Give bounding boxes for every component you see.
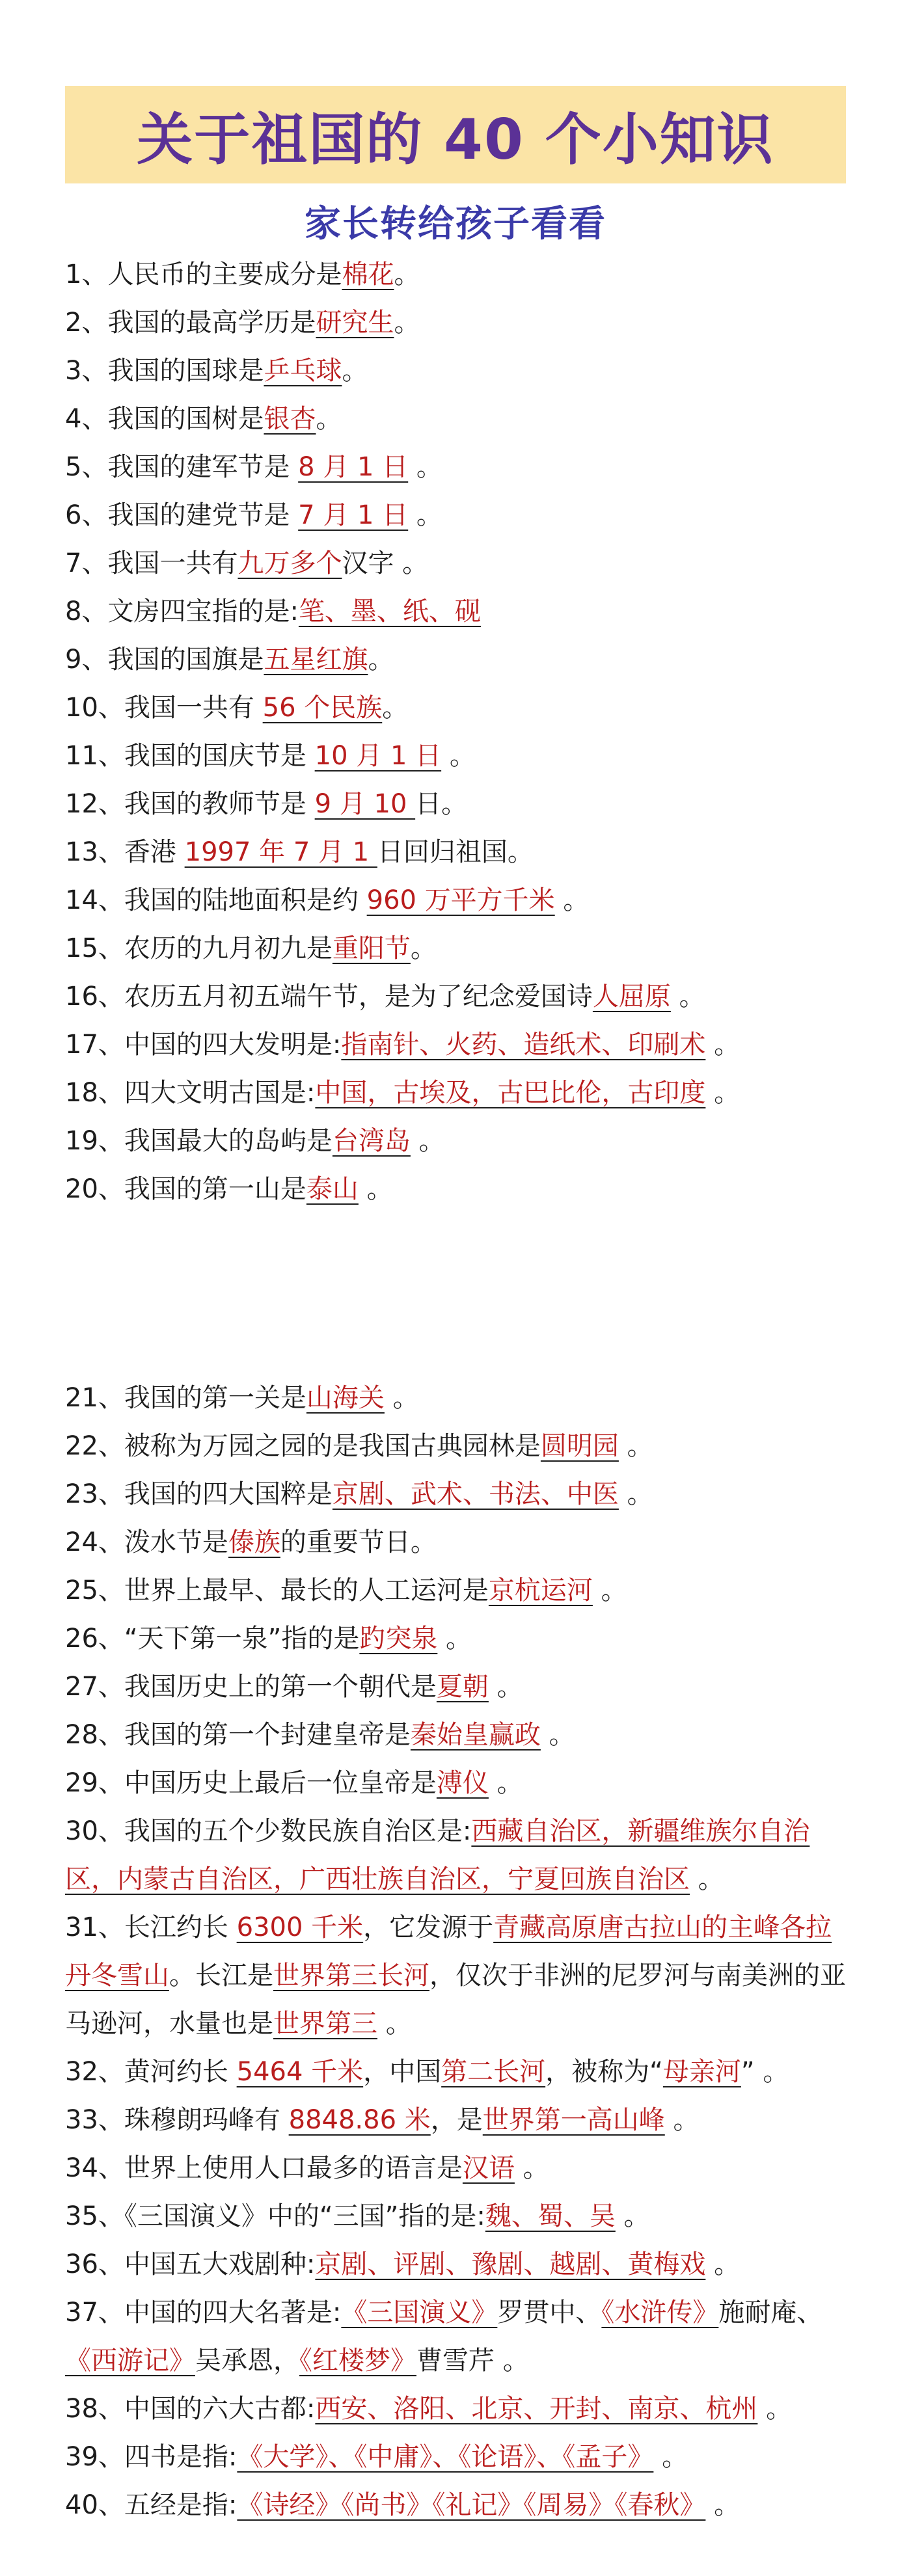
fact-text: 6、我国的建党节是 xyxy=(65,500,299,530)
fact-text: 。 xyxy=(618,1479,653,1509)
fact-text: 39、四书是指: xyxy=(65,2442,238,2472)
fact-text: 28、我国的第一个封建皇帝是 xyxy=(65,1720,411,1750)
fact-item xyxy=(65,250,856,299)
fact-text: 12、我国的教师节是 xyxy=(65,789,315,819)
fact-text: 20、我国的第一山是 xyxy=(65,1174,306,1204)
fact-text: 。 xyxy=(437,1624,472,1654)
fact-answer: 指南针、火药、造纸术、印刷术 xyxy=(341,1030,706,1060)
fact-text: 18、四大文明古国是: xyxy=(65,1078,316,1108)
fact-text: 。 xyxy=(705,1078,741,1108)
fact-text: 。 xyxy=(368,645,394,675)
fact-answer: 《水浒传》 xyxy=(601,2298,719,2328)
fact-answer: 56 个民族 xyxy=(262,693,383,723)
fact-text: 。 xyxy=(690,1864,724,1894)
fact-text: 13、香港 xyxy=(65,837,185,867)
fact-item xyxy=(65,299,856,347)
fact-text: 4、我国的国树是 xyxy=(65,404,264,434)
fact-text: 31、长江约长 xyxy=(65,1912,237,1942)
fact-item xyxy=(65,1117,856,1165)
fact-answer: 5464 千米 xyxy=(236,2057,364,2087)
fact-text: 23、我国的四大国粹是 xyxy=(65,1479,333,1509)
fact-answer: 圆明园 xyxy=(540,1431,619,1461)
fact-item xyxy=(65,1615,856,1663)
fact-text: 汉字 。 xyxy=(342,548,429,578)
fact-item xyxy=(65,1711,856,1759)
fact-text: 27、我国历史上的第一个朝代是 xyxy=(65,1672,437,1702)
fact-text: 。 xyxy=(540,1720,575,1750)
fact-answer: 10 月 1 日 xyxy=(314,741,442,771)
fact-text: 。 xyxy=(554,885,590,915)
fact-answer: 世界第三长河 xyxy=(273,1961,429,1991)
fact-text: 24、泼水节是 xyxy=(65,1527,228,1557)
fact-answer: 研究生 xyxy=(316,308,394,338)
fact-text: ，中国 xyxy=(363,2057,442,2087)
fact-text: 。 xyxy=(410,1126,445,1156)
fact-text: 26、“天下第一泉”指的是 xyxy=(65,1624,360,1654)
fact-text: 37、中国的四大名著是: xyxy=(65,2298,342,2328)
fact-answer: 《大学》、《中庸》、《论语》、《孟子》 xyxy=(237,2442,654,2472)
fact-item xyxy=(65,2240,856,2288)
fact-text: 2、我国的最高学历是 xyxy=(65,308,316,338)
fact-answer: 重阳节 xyxy=(332,933,411,963)
fact-text: 16、农历五月初五端午节，是为了纪念爱国诗 xyxy=(65,982,593,1012)
fact-text: 。 xyxy=(382,693,409,723)
fact-text: 7、我国一共有 xyxy=(65,548,238,578)
fact-text: 。 xyxy=(377,2009,412,2039)
fact-item xyxy=(65,2192,856,2240)
fact-answer: 笔、墨、纸、砚 xyxy=(298,597,481,626)
fact-text: 。 xyxy=(441,741,476,771)
fact-text: 。 xyxy=(488,1672,523,1702)
fact-item xyxy=(65,780,856,828)
fact-text: 罗贯中、 xyxy=(497,2298,602,2328)
fact-answer: 1997 年 7 月 1 xyxy=(184,837,377,867)
fact-item xyxy=(65,1069,856,1117)
fact-text: ，被称为“ xyxy=(545,2057,663,2087)
fact-answer: 母亲河 xyxy=(662,2057,741,2087)
fact-answer: 山海关 xyxy=(306,1383,385,1413)
fact-text: 的重要节日。 xyxy=(280,1527,437,1557)
fact-answer: 傣族 xyxy=(228,1527,280,1557)
fact-item xyxy=(65,587,856,636)
fact-text: 。 xyxy=(705,1030,741,1060)
fact-answer: 趵突泉 xyxy=(359,1624,438,1654)
fact-item xyxy=(65,395,856,443)
fact-text: ” 。 xyxy=(741,2057,789,2087)
fact-text: 。 xyxy=(408,500,442,530)
fact-text: 3、我国的国球是 xyxy=(65,356,264,386)
fact-item xyxy=(65,2481,856,2529)
fact-item xyxy=(65,1518,856,1566)
fact-item xyxy=(65,636,856,684)
fact-answer: 《西游记》 xyxy=(65,2346,195,2376)
fact-text: 1、人民币的主要成分是 xyxy=(65,260,342,289)
fact-answer: 中国，古埃及，古巴比伦，古印度 xyxy=(315,1078,706,1108)
fact-list-part-2 xyxy=(65,1374,856,2529)
fact-text: 。 xyxy=(705,2490,741,2520)
fact-text: 25、世界上最早、最长的人工运河是 xyxy=(65,1576,489,1605)
fact-text: 10、我国一共有 xyxy=(65,693,263,723)
fact-answer: 6300 千米 xyxy=(236,1912,364,1942)
fact-text: 29、中国历史上最后一位皇帝是 xyxy=(65,1768,437,1798)
fact-text: 。 xyxy=(664,2105,700,2135)
fact-text: 32、黄河约长 xyxy=(65,2057,237,2087)
fact-answer: 青藏高原唐古拉山的主峰各拉丹冬雪山 xyxy=(65,1912,832,1991)
fact-text: 。 xyxy=(757,2394,793,2424)
fact-answer: 夏朝 xyxy=(436,1672,489,1702)
fact-text: 。 xyxy=(488,1768,523,1798)
fact-item xyxy=(65,2144,856,2192)
fact-item xyxy=(65,1807,856,1903)
fact-item xyxy=(65,1374,856,1422)
fact-text: 日回归祖国。 xyxy=(377,837,534,867)
fact-item xyxy=(65,1759,856,1807)
fact-text: 。 xyxy=(358,1174,393,1204)
fact-answer: 泰山 xyxy=(306,1174,359,1204)
fact-text: 。 xyxy=(705,2249,741,2279)
fact-text: 曹雪芹 。 xyxy=(416,2346,529,2376)
fact-answer: 乒乓球 xyxy=(264,356,342,386)
fact-answer: 五星红旗 xyxy=(264,645,368,675)
fact-text: 。 xyxy=(618,1431,653,1461)
fact-text: 34、世界上使用人口最多的语言是 xyxy=(65,2153,463,2183)
fact-answer: 银杏 xyxy=(264,404,316,434)
page-title: 关于祖国的 40 个小知识 xyxy=(137,107,774,172)
fact-text: 11、我国的国庆节是 xyxy=(65,741,315,771)
fact-answer: 世界第一高山峰 xyxy=(482,2105,665,2135)
fact-answer: 京杭运河 xyxy=(488,1576,593,1605)
fact-text: 14、我国的陆地面积是约 xyxy=(65,885,367,915)
fact-answer: 京剧、评剧、豫剧、越剧、黄梅戏 xyxy=(315,2249,706,2279)
fact-text: 。 xyxy=(410,933,437,963)
fact-item xyxy=(65,1165,856,1213)
fact-item xyxy=(65,1663,856,1711)
fact-answer: 秦始皇赢政 xyxy=(410,1720,541,1750)
fact-answer: 西安、洛阳、北京、开封、南京、杭州 xyxy=(315,2394,758,2424)
fact-text: 。 xyxy=(653,2442,688,2472)
fact-item xyxy=(65,1470,856,1518)
fact-answer: 8848.86 米 xyxy=(288,2105,431,2135)
fact-text: 9、我国的国旗是 xyxy=(65,645,264,675)
fact-item xyxy=(65,1566,856,1615)
fact-answer: 第二长河 xyxy=(441,2057,546,2087)
fact-answer: 8 月 1 日 xyxy=(298,452,409,482)
fact-text: 。 xyxy=(394,308,420,338)
fact-text: ，是 xyxy=(430,2105,483,2135)
fact-item xyxy=(65,2288,856,2385)
fact-text: 。 xyxy=(394,260,420,289)
fact-item xyxy=(65,684,856,732)
fact-item xyxy=(65,2096,856,2144)
page-subtitle: 家长转给孩子看看 xyxy=(305,203,606,245)
fact-text: 施耐庵、 xyxy=(718,2298,823,2328)
fact-text: 。 xyxy=(342,356,368,386)
fact-answer: 汉语 xyxy=(462,2153,515,2183)
fact-item xyxy=(65,1422,856,1470)
fact-text: 21、我国的第一关是 xyxy=(65,1383,306,1413)
fact-text: 17、中国的四大发明是: xyxy=(65,1030,342,1060)
fact-item xyxy=(65,1021,856,1069)
fact-answer: 西藏自治区，新疆维族尔自治区，内蒙古自治区，广西壮族自治区，宁夏回族自治区 xyxy=(65,1816,810,1894)
fact-text: 38、中国的六大古都: xyxy=(65,2394,316,2424)
fact-text: 8、文房四宝指的是: xyxy=(65,597,299,626)
fact-list-part-1 xyxy=(65,250,856,1213)
fact-item xyxy=(65,347,856,395)
fact-item xyxy=(65,924,856,973)
fact-item xyxy=(65,539,856,587)
fact-text: 。 xyxy=(670,982,705,1012)
fact-answer: 人屈原 xyxy=(592,982,671,1012)
fact-answer: 《红楼梦》 xyxy=(299,2346,416,2376)
fact-text: 吴承恩， xyxy=(195,2346,299,2376)
fact-answer: 9 月 10 xyxy=(314,789,416,819)
fact-answer: 7 月 1 日 xyxy=(298,500,409,530)
fact-text: 。 xyxy=(316,404,342,434)
fact-item xyxy=(65,2048,856,2096)
fact-text: 40、五经是指: xyxy=(65,2490,238,2520)
fact-answer: 世界第三 xyxy=(273,2009,377,2039)
fact-answer: 溥仪 xyxy=(436,1768,489,1798)
fact-text: 。 xyxy=(592,1576,627,1605)
title-banner xyxy=(65,86,846,183)
fact-text: 。长江是 xyxy=(169,1961,273,1991)
fact-answer: 九万多个 xyxy=(238,548,342,578)
fact-item xyxy=(65,2385,856,2433)
fact-answer: 棉花 xyxy=(342,260,394,289)
fact-text: 。 xyxy=(615,2201,650,2231)
fact-text: 15、农历的九月初九是 xyxy=(65,933,333,963)
fact-item xyxy=(65,491,856,539)
fact-item xyxy=(65,732,856,780)
fact-item xyxy=(65,1903,856,2048)
fact-text: 22、被称为万园之园的是我国古典园林是 xyxy=(65,1431,541,1461)
fact-answer: 台湾岛 xyxy=(332,1126,411,1156)
fact-item xyxy=(65,876,856,924)
fact-text: 。 xyxy=(408,452,442,482)
fact-text: ，它发源于 xyxy=(363,1912,494,1942)
fact-text: 35、《三国演义》中的“三国”指的是: xyxy=(65,2201,485,2231)
fact-text: 30、我国的五个少数民族自治区是: xyxy=(65,1816,472,1846)
fact-text: 33、珠穆朗玛峰有 xyxy=(65,2105,289,2135)
fact-answer: 960 万平方千米 xyxy=(366,885,555,915)
fact-text: 5、我国的建军节是 xyxy=(65,452,299,482)
fact-answer: 魏、蜀、吴 xyxy=(485,2201,616,2231)
fact-text: 36、中国五大戏剧种: xyxy=(65,2249,316,2279)
fact-text: 日。 xyxy=(415,789,468,819)
fact-text: 19、我国最大的岛屿是 xyxy=(65,1126,333,1156)
fact-item xyxy=(65,443,856,491)
fact-answer: 《诗经》《尚书》《礼记》《周易》《春秋》 xyxy=(237,2490,706,2520)
fact-answer: 京剧、武术、书法、中医 xyxy=(332,1479,619,1509)
fact-item xyxy=(65,973,856,1021)
fact-item xyxy=(65,828,856,876)
fact-text: 。 xyxy=(514,2153,549,2183)
fact-item xyxy=(65,2433,856,2481)
fact-answer: 《三国演义》 xyxy=(341,2298,498,2328)
fact-text: 。 xyxy=(384,1383,419,1413)
fact-text: ，仅次于非洲的尼罗河与南美洲的亚马逊河，水量也是 xyxy=(65,1961,846,2039)
